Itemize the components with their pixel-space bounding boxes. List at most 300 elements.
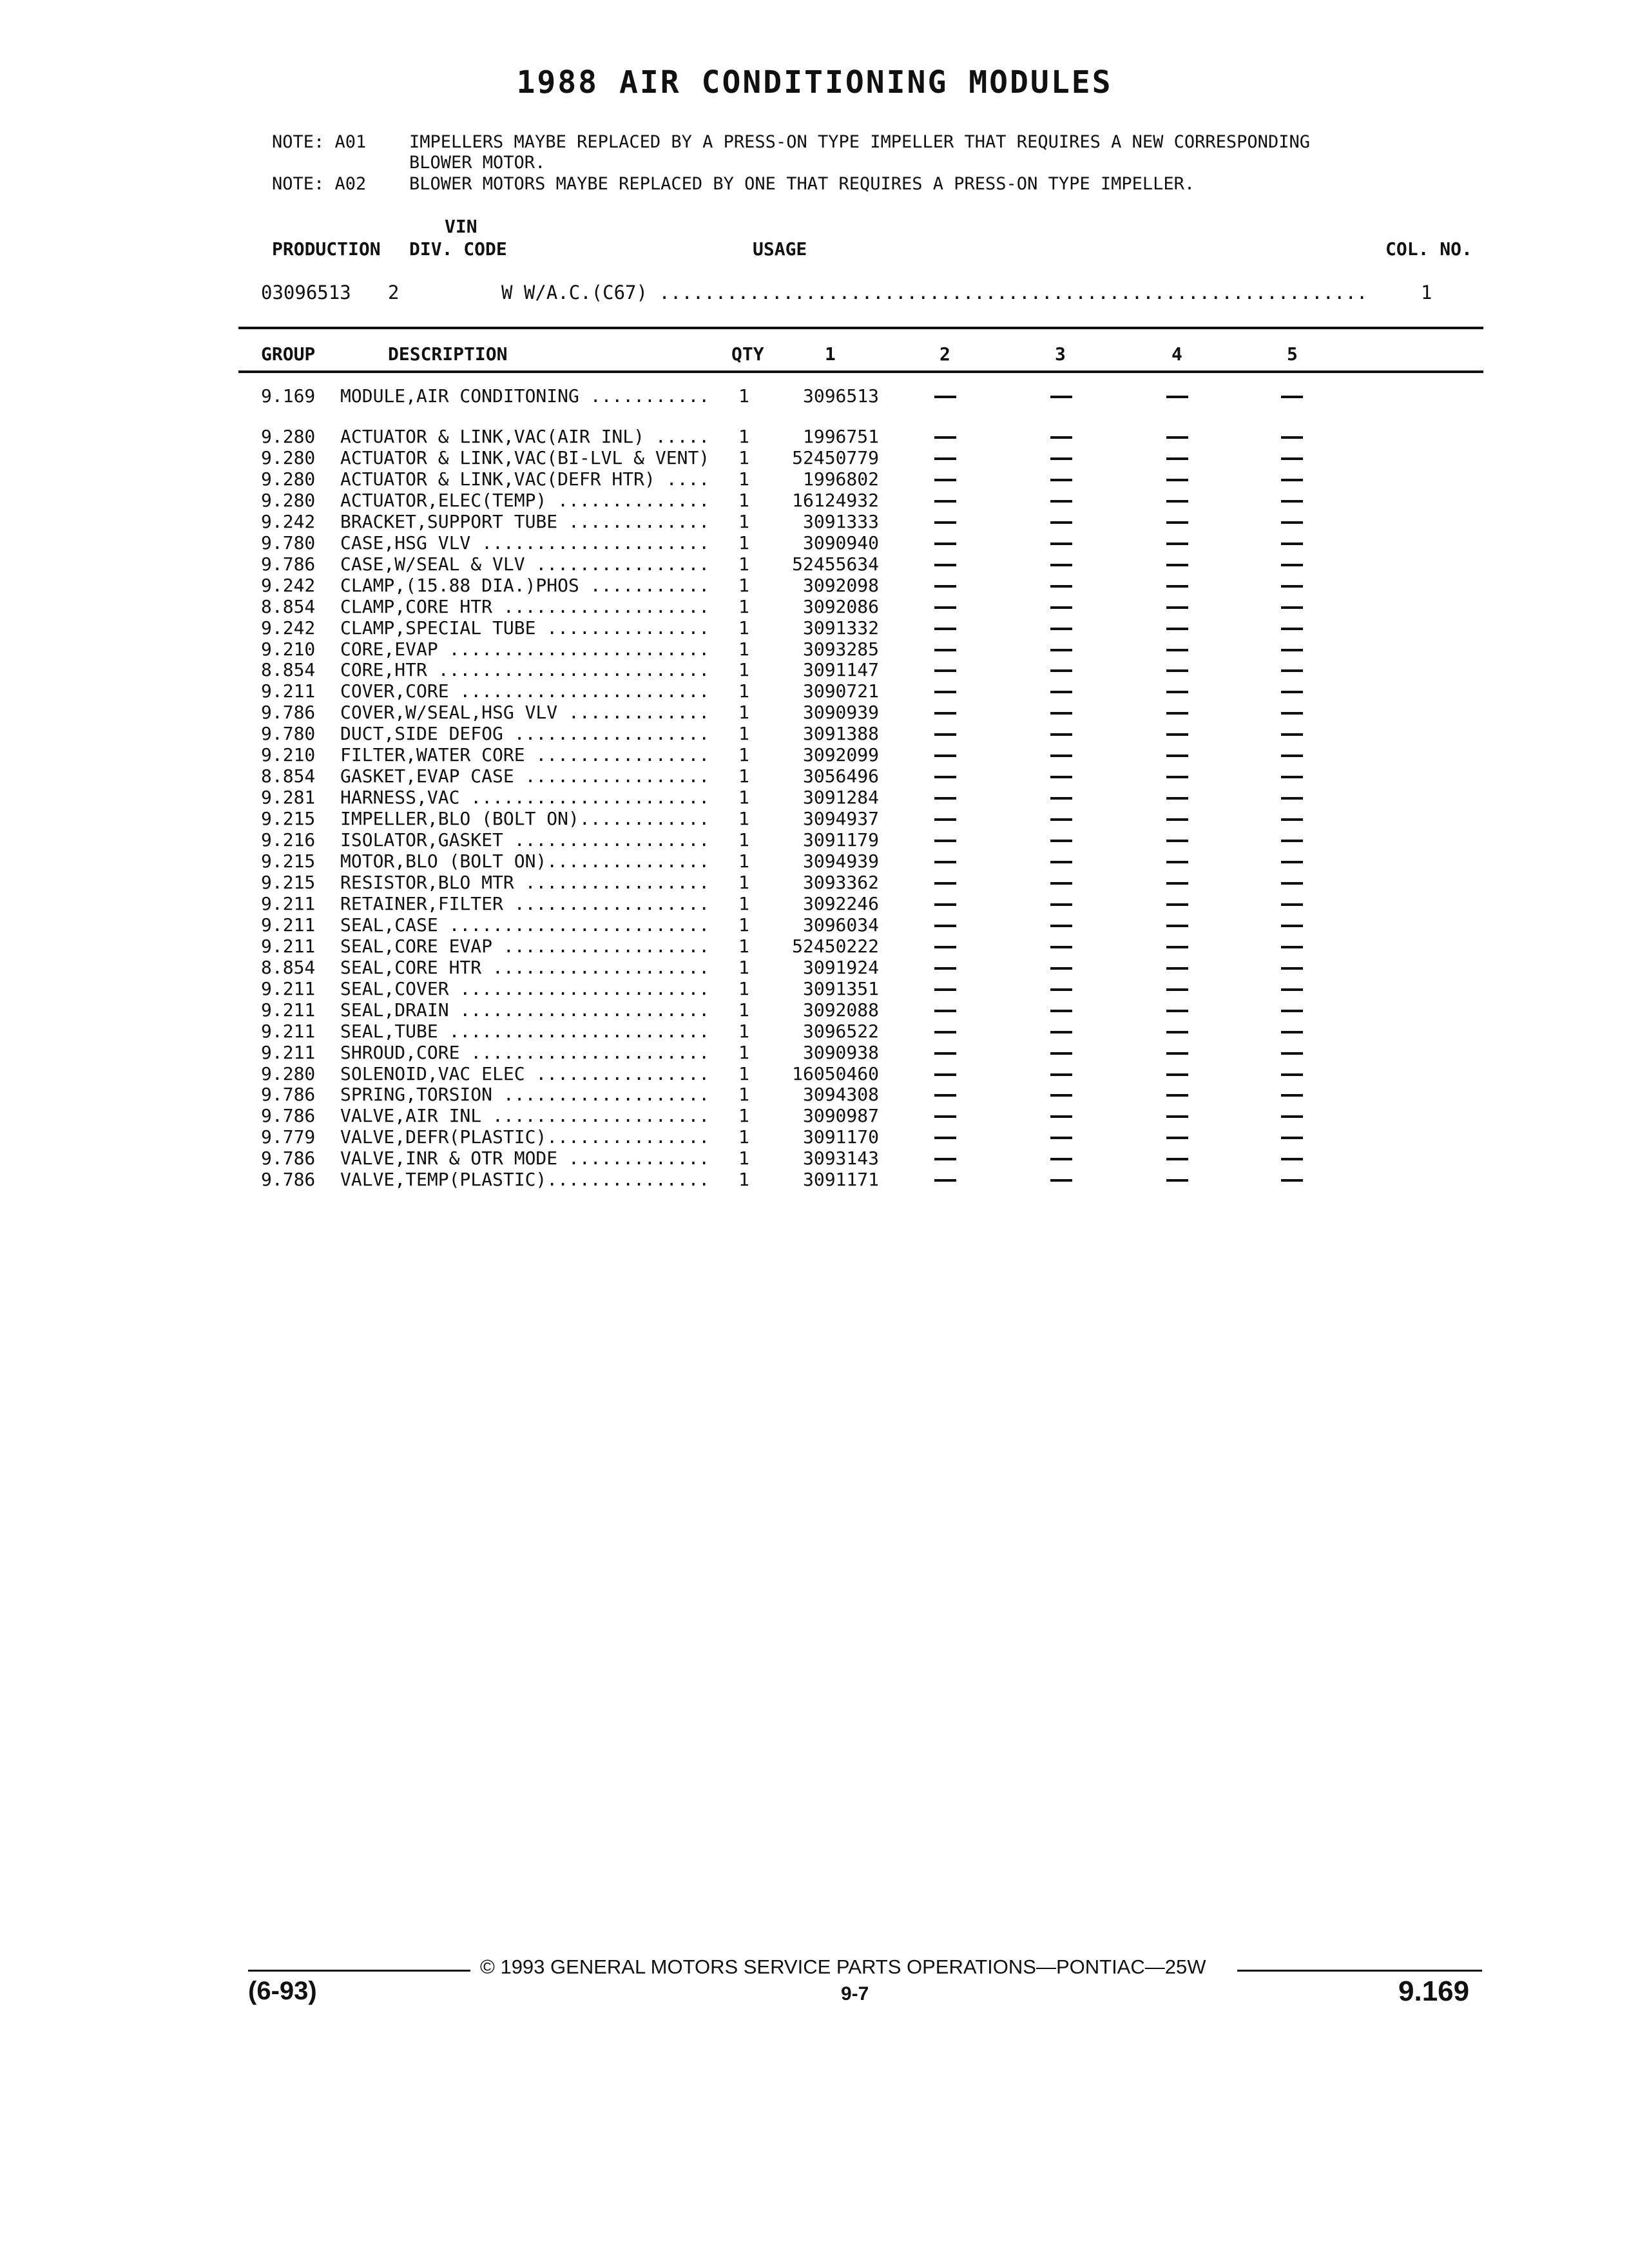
col-header-4: 4 (1171, 343, 1182, 365)
part-number: 3094937 (802, 808, 879, 830)
part-description: COVER,W/SEAL,HSG VLV ............. (340, 702, 710, 724)
part-number: 52450779 (792, 447, 879, 468)
dash-mark (1050, 1115, 1072, 1118)
part-qty: 1 (738, 553, 749, 575)
dash-mark (1166, 1158, 1188, 1160)
part-group: 9.215 (261, 808, 316, 830)
part-description: VALVE,DEFR(PLASTIC)............... (340, 1126, 710, 1148)
part-qty: 1 (738, 426, 749, 447)
dash-mark (934, 882, 956, 885)
part-qty: 1 (738, 659, 749, 681)
note-text-a01-line1: IMPELLERS MAYBE REPLACED BY A PRESS-ON TYPE IMPELLER THAT REQUIRES A NEW CORRESPONDING (409, 132, 1310, 152)
dash-mark (1166, 649, 1188, 651)
part-description: SPRING,TORSION ................... (340, 1084, 710, 1106)
part-number: 3090939 (802, 702, 879, 724)
part-group: 9.281 (261, 787, 316, 809)
dash-mark (1281, 840, 1303, 842)
part-description: SEAL,CORE EVAP ................... (340, 935, 710, 957)
dash-mark (1166, 436, 1188, 439)
dash-mark (934, 691, 956, 693)
part-qty: 1 (738, 617, 749, 639)
dash-mark (1166, 1137, 1188, 1139)
dash-mark (1166, 818, 1188, 821)
dash-mark (1281, 1094, 1303, 1097)
part-description: CASE,HSG VLV ..................... (340, 532, 710, 553)
table-row (0, 1105, 1629, 1126)
dash-mark (1050, 903, 1072, 906)
note-text-a02: BLOWER MOTORS MAYBE REPLACED BY ONE THAT REQUIRES A PRESS-ON TYPE IMPELLER. (409, 174, 1195, 194)
part-qty: 1 (738, 892, 749, 914)
part-number: 3091333 (802, 510, 879, 532)
footer-date: (6-93) (248, 1977, 317, 2005)
part-description: HARNESS,VAC ...................... (340, 787, 710, 809)
part-qty: 1 (738, 447, 749, 468)
dash-mark (1166, 543, 1188, 545)
dash-mark (1281, 776, 1303, 778)
part-group: 9.280 (261, 489, 316, 511)
dash-mark (1050, 628, 1072, 630)
part-description: IMPELLER,BLO (BOLT ON)............ (340, 808, 710, 830)
dash-mark (934, 840, 956, 842)
part-description: ACTUATOR & LINK,VAC(DEFR HTR) .... (340, 468, 710, 490)
dash-mark (1281, 436, 1303, 439)
table-row (0, 447, 1629, 468)
header-div-code: DIV. CODE (409, 238, 507, 260)
part-qty: 1 (738, 723, 749, 745)
dash-mark (1166, 925, 1188, 927)
part-qty: 1 (738, 935, 749, 957)
dash-mark (1050, 479, 1072, 481)
part-number: 3091284 (802, 787, 879, 809)
col-header-group: GROUP (261, 343, 316, 365)
part-description: RESISTOR,BLO MTR ................. (340, 871, 710, 893)
col-header-3: 3 (1055, 343, 1066, 365)
dash-mark (1281, 946, 1303, 948)
table-row (0, 575, 1629, 596)
col-no-value: 1 (1421, 282, 1432, 303)
dash-mark (1050, 988, 1072, 991)
dash-mark (1166, 840, 1188, 842)
part-qty: 1 (738, 1020, 749, 1042)
table-row (0, 1126, 1629, 1148)
part-description: COVER,CORE ....................... (340, 680, 710, 702)
dash-mark (1166, 564, 1188, 566)
table-row (0, 957, 1629, 978)
footer-section-number: 9.169 (1398, 1975, 1470, 2007)
part-qty: 1 (738, 702, 749, 724)
table-row (0, 936, 1629, 957)
dash-mark (934, 1158, 956, 1160)
part-description: VALVE,AIR INL .................... (340, 1105, 710, 1127)
dash-mark (1281, 818, 1303, 821)
dash-mark (1050, 861, 1072, 863)
dash-mark (1050, 797, 1072, 800)
dash-mark (1281, 564, 1303, 566)
div-code-value: 2 (388, 282, 400, 303)
dash-mark (934, 585, 956, 588)
table-row (0, 1084, 1629, 1105)
dash-mark (934, 606, 956, 609)
dash-mark (1166, 967, 1188, 970)
part-group: 8.854 (261, 956, 316, 978)
dash-mark (934, 861, 956, 863)
part-qty: 1 (738, 829, 749, 851)
part-number: 3091147 (802, 659, 879, 681)
dash-mark (934, 457, 956, 460)
part-group: 8.854 (261, 765, 316, 787)
note-label-a02: NOTE: A02 (272, 174, 367, 194)
part-group: 9.210 (261, 638, 316, 660)
header-production: PRODUCTION (272, 238, 381, 260)
dash-mark (1050, 1073, 1072, 1076)
part-number: 3092088 (802, 999, 879, 1021)
dash-mark (1166, 903, 1188, 906)
dash-mark (1050, 1010, 1072, 1012)
part-qty: 1 (738, 680, 749, 702)
part-group: 9.211 (261, 914, 316, 936)
dash-mark (934, 733, 956, 736)
dash-mark (1281, 1179, 1303, 1182)
dash-mark (1050, 882, 1072, 885)
part-description: ACTUATOR & LINK,VAC(AIR INL) ..... (340, 426, 710, 447)
part-description: FILTER,WATER CORE ................ (340, 744, 710, 766)
part-qty: 1 (738, 574, 749, 596)
part-qty: 1 (738, 532, 749, 553)
part-qty: 1 (738, 510, 749, 532)
module-description: MODULE,AIR CONDITONING ........... (340, 385, 710, 407)
dash-mark (1281, 754, 1303, 757)
part-group: 9.210 (261, 744, 316, 766)
part-qty: 1 (738, 1148, 749, 1169)
dash-mark (934, 649, 956, 651)
header-usage: USAGE (753, 238, 807, 260)
dash-mark (934, 479, 956, 481)
part-description: ACTUATOR,ELEC(TEMP) .............. (340, 489, 710, 511)
dash-mark (1050, 733, 1072, 736)
table-row (0, 617, 1629, 639)
dash-mark (1281, 669, 1303, 672)
table-row (0, 999, 1629, 1021)
module-group: 9.169 (261, 385, 316, 407)
table-row (0, 1021, 1629, 1042)
dash-mark (1281, 500, 1303, 503)
dash-mark (934, 925, 956, 927)
part-group: 9.242 (261, 510, 316, 532)
part-qty: 1 (738, 638, 749, 660)
part-qty: 1 (738, 850, 749, 872)
dash-mark (1166, 1010, 1188, 1012)
part-group: 9.242 (261, 574, 316, 596)
dash-mark (934, 436, 956, 439)
table-row (0, 978, 1629, 999)
dash-mark (1281, 649, 1303, 651)
part-number: 3094939 (802, 850, 879, 872)
part-group: 9.211 (261, 999, 316, 1021)
dash-mark (934, 564, 956, 566)
part-description: VALVE,INR & OTR MODE ............. (340, 1148, 710, 1169)
part-group: 9.786 (261, 1148, 316, 1169)
module-part-number: 3096513 (802, 385, 879, 407)
part-group: 9.211 (261, 892, 316, 914)
part-group: 9.280 (261, 1062, 316, 1084)
part-description: SEAL,TUBE ........................ (340, 1020, 710, 1042)
table-row (0, 1148, 1629, 1169)
table-row (0, 1169, 1629, 1190)
dash-mark (1166, 754, 1188, 757)
part-number: 3056496 (802, 765, 879, 787)
dash-mark (1050, 606, 1072, 609)
dash-mark (1166, 1052, 1188, 1055)
dash-mark (1050, 649, 1072, 651)
dash-mark (1166, 1115, 1188, 1118)
dash-mark (1050, 776, 1072, 778)
part-qty: 1 (738, 744, 749, 766)
production-number: 03096513 (261, 282, 351, 303)
part-qty: 1 (738, 1126, 749, 1148)
dash-mark (1050, 500, 1072, 503)
part-number: 3091924 (802, 956, 879, 978)
part-description: MOTOR,BLO (BOLT ON)............... (340, 850, 710, 872)
dash-mark (1166, 946, 1188, 948)
part-number: 3096034 (802, 914, 879, 936)
part-description: CLAMP,SPECIAL TUBE ............... (340, 617, 710, 639)
part-description: BRACKET,SUPPORT TUBE ............. (340, 510, 710, 532)
dash-mark (934, 1073, 956, 1076)
dash-mark (1166, 479, 1188, 481)
dash-mark (1166, 712, 1188, 715)
part-description: SEAL,COVER ....................... (340, 977, 710, 999)
dash-mark (1050, 521, 1072, 524)
table-row (0, 659, 1629, 680)
part-description: ISOLATOR,GASKET .................. (340, 829, 710, 851)
footer-rule-right (1237, 1970, 1482, 1972)
part-group: 9.780 (261, 532, 316, 553)
part-qty: 1 (738, 977, 749, 999)
dash-mark (1050, 1137, 1072, 1139)
part-qty: 1 (738, 808, 749, 830)
dash-mark (934, 712, 956, 715)
col-header-1: 1 (825, 343, 836, 365)
dash-mark (934, 797, 956, 800)
part-qty: 1 (738, 468, 749, 490)
dash-mark (1050, 754, 1072, 757)
part-number: 3093362 (802, 871, 879, 893)
dash-mark (1166, 669, 1188, 672)
part-number: 3090987 (802, 1105, 879, 1127)
part-description: GASKET,EVAP CASE ................. (340, 765, 710, 787)
dash-mark (1281, 967, 1303, 970)
dash-mark (1281, 1137, 1303, 1139)
table-row (0, 850, 1629, 872)
table-row (0, 511, 1629, 532)
part-number: 3091388 (802, 723, 879, 745)
part-description: SHROUD,CORE ...................... (340, 1041, 710, 1063)
part-number: 3092086 (802, 595, 879, 617)
dash-mark (1166, 776, 1188, 778)
part-qty: 1 (738, 1084, 749, 1106)
part-group: 9.786 (261, 1105, 316, 1127)
dash-mark (1166, 606, 1188, 609)
table-row (0, 872, 1629, 893)
part-number: 1996802 (802, 468, 879, 490)
part-group: 9.780 (261, 723, 316, 745)
table-row (0, 893, 1629, 914)
part-qty: 1 (738, 871, 749, 893)
dash-mark (1166, 861, 1188, 863)
part-description: RETAINER,FILTER .................. (340, 892, 710, 914)
dash-mark (934, 1010, 956, 1012)
dash-mark (1281, 457, 1303, 460)
dash-mark (934, 1179, 956, 1182)
part-number: 3092098 (802, 574, 879, 596)
part-group: 9.211 (261, 1041, 316, 1063)
dash-mark (1281, 543, 1303, 545)
footer-page-number: 9-7 (841, 1983, 869, 2004)
part-number: 16050460 (792, 1062, 879, 1084)
dash-mark (934, 500, 956, 503)
footer-copyright: © 1993 GENERAL MOTORS SERVICE PARTS OPERATIONS—PONTIAC—25W (480, 1956, 1206, 1978)
dash-mark (1050, 669, 1072, 672)
dash-mark (1166, 988, 1188, 991)
dash-mark (1166, 882, 1188, 885)
dash-mark (1281, 925, 1303, 927)
dash-mark (934, 967, 956, 970)
note-label-a01: NOTE: A01 (272, 132, 367, 152)
part-group: 9.242 (261, 617, 316, 639)
table-row (0, 787, 1629, 808)
table-row (0, 723, 1629, 744)
part-group: 9.786 (261, 553, 316, 575)
dash-mark (1166, 521, 1188, 524)
dash-mark (1166, 457, 1188, 460)
part-number: 3091170 (802, 1126, 879, 1148)
part-qty: 1 (738, 1062, 749, 1084)
dash-mark (1050, 818, 1072, 821)
part-number: 3092099 (802, 744, 879, 766)
dash-mark (1281, 861, 1303, 863)
dash-mark (1050, 1052, 1072, 1055)
dash-mark (1281, 1115, 1303, 1118)
part-description: ACTUATOR & LINK,VAC(BI-LVL & VENT) (340, 447, 710, 468)
part-number: 52450222 (792, 935, 879, 957)
col-header-qty: QTY (731, 343, 764, 365)
part-number: 3091332 (802, 617, 879, 639)
col-header-5: 5 (1287, 343, 1298, 365)
part-group: 9.215 (261, 871, 316, 893)
dash-mark (1050, 436, 1072, 439)
table-row (0, 765, 1629, 787)
part-description: CLAMP,(15.88 DIA.)PHOS ........... (340, 574, 710, 596)
dash-mark (1281, 712, 1303, 715)
part-number: 3091179 (802, 829, 879, 851)
dash-mark (1166, 691, 1188, 693)
dash-mark (1050, 585, 1072, 588)
dash-mark (934, 543, 956, 545)
col-header-description: DESCRIPTION (388, 343, 508, 365)
part-number: 3090721 (802, 680, 879, 702)
part-description: SEAL,CASE ........................ (340, 914, 710, 936)
dash-mark (1050, 925, 1072, 927)
part-description: DUCT,SIDE DEFOG .................. (340, 723, 710, 745)
table-row (0, 914, 1629, 936)
part-number: 16124932 (792, 489, 879, 511)
dash-mark (1281, 1158, 1303, 1160)
part-group: 9.786 (261, 1169, 316, 1191)
dash-mark (1166, 1094, 1188, 1097)
dash-mark (1281, 1073, 1303, 1076)
dash-mark (1050, 1094, 1072, 1097)
table-row (0, 829, 1629, 850)
part-group: 9.211 (261, 680, 316, 702)
dash-mark (1166, 733, 1188, 736)
dash-mark (934, 754, 956, 757)
part-description: CLAMP,CORE HTR ................... (340, 595, 710, 617)
part-qty: 1 (738, 489, 749, 511)
note-text-a01-line2: BLOWER MOTOR. (409, 153, 546, 173)
part-description: CORE,EVAP ........................ (340, 638, 710, 660)
dash-mark (934, 988, 956, 991)
dash-mark (934, 1115, 956, 1118)
dash-mark (1166, 500, 1188, 503)
dash-mark (934, 1052, 956, 1055)
part-group: 9.786 (261, 702, 316, 724)
dash-mark (934, 521, 956, 524)
dash-mark (934, 776, 956, 778)
table-row (0, 680, 1629, 702)
dash-mark (1166, 1031, 1188, 1033)
table-row (0, 468, 1629, 490)
dash-mark (1281, 733, 1303, 736)
part-description: CORE,HTR ......................... (340, 659, 710, 681)
dash-mark (1050, 712, 1072, 715)
part-qty: 1 (738, 1169, 749, 1191)
part-number: 3091351 (802, 977, 879, 999)
dash-mark (934, 669, 956, 672)
dash-mark (1281, 1052, 1303, 1055)
table-row (0, 426, 1629, 447)
part-qty: 1 (738, 765, 749, 787)
dash-mark (1281, 628, 1303, 630)
table-row (0, 702, 1629, 723)
table-row (0, 744, 1629, 765)
dash-mark (1281, 1010, 1303, 1012)
table-row (0, 1063, 1629, 1084)
dash-mark (1050, 543, 1072, 545)
part-group: 9.280 (261, 426, 316, 447)
dash-mark (1050, 564, 1072, 566)
part-group: 9.211 (261, 977, 316, 999)
dash-mark (1050, 946, 1072, 948)
part-group: 9.216 (261, 829, 316, 851)
part-description: SEAL,CORE HTR .................... (340, 956, 710, 978)
dash-mark (1050, 1179, 1072, 1182)
part-qty: 1 (738, 999, 749, 1021)
dash-mark (1281, 479, 1303, 481)
part-qty: 1 (738, 1041, 749, 1063)
dash-mark (1166, 1179, 1188, 1182)
dash-mark (1050, 457, 1072, 460)
part-qty: 1 (738, 595, 749, 617)
dash-mark (1050, 691, 1072, 693)
part-description: SOLENOID,VAC ELEC ................ (340, 1062, 710, 1084)
dash-mark (1281, 1031, 1303, 1033)
col-header-2: 2 (940, 343, 950, 365)
part-description: CASE,W/SEAL & VLV ................ (340, 553, 710, 575)
dash-mark (1281, 988, 1303, 991)
part-group: 9.786 (261, 1084, 316, 1106)
table-row (0, 532, 1629, 553)
table-row (0, 490, 1629, 511)
